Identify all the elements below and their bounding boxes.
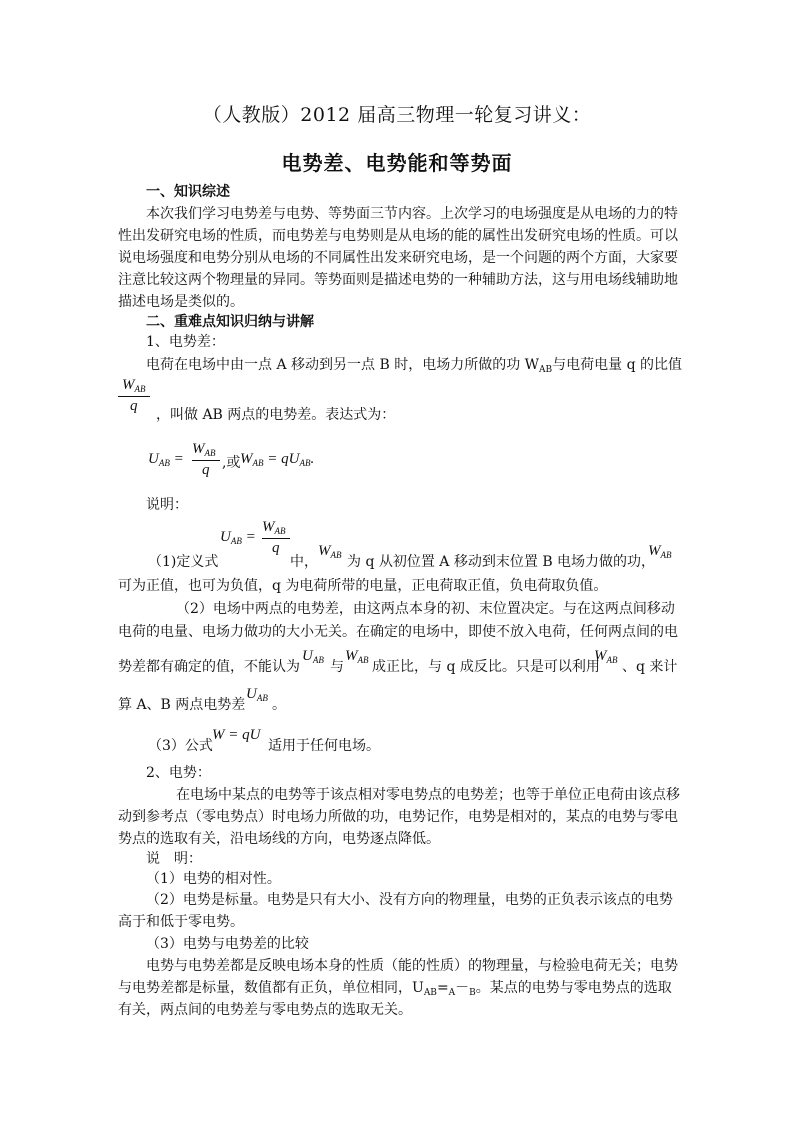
point-2-label: 2、电势： <box>146 765 211 781</box>
p2-item-2-line-1: （2）电势是标量。电势是只有大小、没有方向的物理量，电势的正负表示该点的电势 <box>146 892 673 908</box>
note-2-line-3a: 势差都有确定的值，不能认为 <box>118 659 300 675</box>
note-1-line-2: 可为正值，也可为负值，q 为电荷所带的电量，正电荷取正值，负电荷取负值。 <box>118 578 608 594</box>
s1-line-5: 描述电场是类似的。 <box>118 294 244 310</box>
note-1-mid: 中， <box>290 554 318 570</box>
s1-line-3: 说电场强度和电势分别从电场的不同属性出发来研究电场，是一个问题的两个方面，大家要 <box>118 250 678 266</box>
note-2-line-4a: 算 A、B 两点电势差 <box>118 697 246 713</box>
document-page: （人教版）2012 届高三物理一轮复习讲义： 电势差、电势能和等势面 一、知识综述 本次我们学习电势差与电势、等势面三节内容。上次学习的电场强度是从电场的力的特 性出发研究电场的性质，而电势差与电势则是从电场的能的属性出发研究电场的性质。可以 说电场强度和电势分别从电场的不同属性出发来研究电场，是一个问题的两个方面，大家要 注意比较这两个物理量的异同。等势面则是描述电势的一种辅助方法，这与用电场线辅助地 描述电场是类似的。 二、重难点知识归纳与讲解 1、电势差： 电荷在电场中由一点 A 移动到另一点 B 时，电场力所做的功 $W_{AB}$与电荷电量 q 的比值 $W_{AB}$ q ，叫做 AB 两点的电势差。表达式为： $U_{AB}$ = $W_{AB}$ q ,或 $W_{AB} = qU_{AB}$. 说明： $U_{AB}$ = $W_{AB}$ q （1)定义式 中， $W_{AB}$ 为 q 从初位置 A 移动到末位置 B 电场力做的功， $W_{AB}$ 可为正值，也可为负值，q 为电荷所带的电量，正电荷取正值，负电荷取负值。 （2）电场中两点的电势差，由这两点本身的初、末位置决定。与在这两点间移动 电荷的电量、电场力做功的大小无关。在确定的电场中，即使不放入电荷，任何两点间的电 势差都有确定的值，不能认为 $U_{AB}$ 与 $W_{AB}$ 成正比，与 q 成反比。只是可以利用 $W_{AB}$ 、q 来计 算 A、B 两点电势差 $U_{AB}$ 。 （3）公式 W = qU 适用于任何电场。 2、电势： 在电场中某点的电势等于该点相对零电势点的电势差；也等于单位正电荷由该点移 动到参考点（零电势点）时电场力所做的功，电势记作，电势是相对的，某点的电势与零电 势点的选取有关，沿电场线的方向，电势逐点降低。 说 明： （1）电势的相对性。 （2）电势是标量。电势是只有大小、没有方向的物理量，电势的正负表示该点的电势 高于和低于零电势。 （3）电势与电势差的比较 电势与电势差都是反映电场本身的性质（能的性质）的物理量，与检验电荷无关；电势 与电势差都是标量，数值都有正负，单位相同，$U_{AB}=_A-_B$。某点的电势与零电势点的选取 有关，两点间的电势差与零电势点的选取无关。 <box>0 0 794 1123</box>
note-3-formula: W = qU <box>212 727 261 743</box>
p2-item-2-line-2: 高于和低于零电势。 <box>118 914 244 930</box>
note-3-suffix: 适用于任何电场。 <box>268 738 380 754</box>
note-2-wab-2: $W_{AB}$ <box>594 648 618 665</box>
p1-line-2: ，叫做 AB 两点的电势差。表达式为： <box>156 407 396 423</box>
p2-item-3: （3）电势与电势差的比较 <box>146 936 309 952</box>
p2-shuoming: 说 明： <box>146 851 202 867</box>
s1-line-1: 本次我们学习电势差与电势、等势面三节内容。上次学习的电场强度是从电场的力的特 <box>146 206 678 222</box>
p2-item-3-line-3: 有关，两点间的电势差与零电势点的选取无关。 <box>118 1002 412 1018</box>
p1-line-1: 电荷在电场中由一点 A 移动到另一点 B 时，电场力所做的功 $W_{AB}$与电荷电量 q 的比值 <box>146 357 683 375</box>
p2-item-3-line-2: 与电势差都是标量，数值都有正负，单位相同，$U_{AB}=_A-_B$。某点的电势与零电势点的选取 <box>118 980 672 998</box>
note-1-wab: $W_{AB}$ <box>318 543 342 560</box>
note-2-line-3d: 、q 来计 <box>622 659 678 675</box>
note-2-line-2: 电荷的电量、电场力做功的大小无关。在确定的电场中，即使不放入电荷，任何两点间的电 <box>118 624 678 640</box>
p2-line-3: 势点的选取有关，沿电场线的方向，电势逐点降低。 <box>118 831 440 847</box>
note-2-period: 。 <box>272 697 286 713</box>
s1-line-2: 性出发研究电场的性质，而电势差与电势则是从电场的能的属性出发研究电场的性质。可以 <box>118 228 678 244</box>
p2-line-2: 动到参考点（零电势点）时电场力所做的功，电势记作，电势是相对的，某点的电势与零电 <box>118 809 678 825</box>
document-title: （人教版）2012 届高三物理一轮复习讲义： <box>202 104 592 126</box>
note-2-uab-2: $U_{AB}$ <box>246 686 268 703</box>
note-1-prefix: （1)定义式 <box>148 554 219 570</box>
note-2-uab: $U_{AB}$ <box>302 648 324 665</box>
p2-item-1: （1）电势的相对性。 <box>146 871 281 887</box>
note-1-desc: 为 q 从初位置 A 移动到末位置 B 电场力做的功， <box>347 554 656 570</box>
note-2-line-3c: 成正比，与 q 成反比。只是可以利用 <box>372 659 600 675</box>
s1-line-4: 注意比较这两个物理量的异同。等势面则是描述电势的一种辅助方法，这与用电场线辅助地 <box>118 272 678 288</box>
section-1-heading: 一、知识综述 <box>146 184 230 200</box>
note-2-line-1: （2）电场中两点的电势差，由这两点本身的初、末位置决定。与在这两点间移动 <box>176 601 675 617</box>
shuoming-label: 说明： <box>146 497 188 513</box>
note-3-prefix: （3）公式 <box>148 738 213 754</box>
note-2-wab: $W_{AB}$ <box>345 648 369 665</box>
point-1-label: 1、电势差： <box>146 334 225 350</box>
note-2-and: 与 <box>330 659 344 675</box>
document-subtitle: 电势差、电势能和等势面 <box>281 151 513 175</box>
p2-item-3-line-1: 电势与电势差都是反映电场本身的性质（能的性质）的物理量，与检验电荷无关；电势 <box>146 958 678 974</box>
note-1-wab-2: $W_{AB}$ <box>648 543 672 560</box>
section-2-heading: 二、重难点知识归纳与讲解 <box>146 314 314 330</box>
p2-line-1: 在电场中某点的电势等于该点相对零电势点的电势差；也等于单位正电荷由该点移 <box>176 787 680 803</box>
